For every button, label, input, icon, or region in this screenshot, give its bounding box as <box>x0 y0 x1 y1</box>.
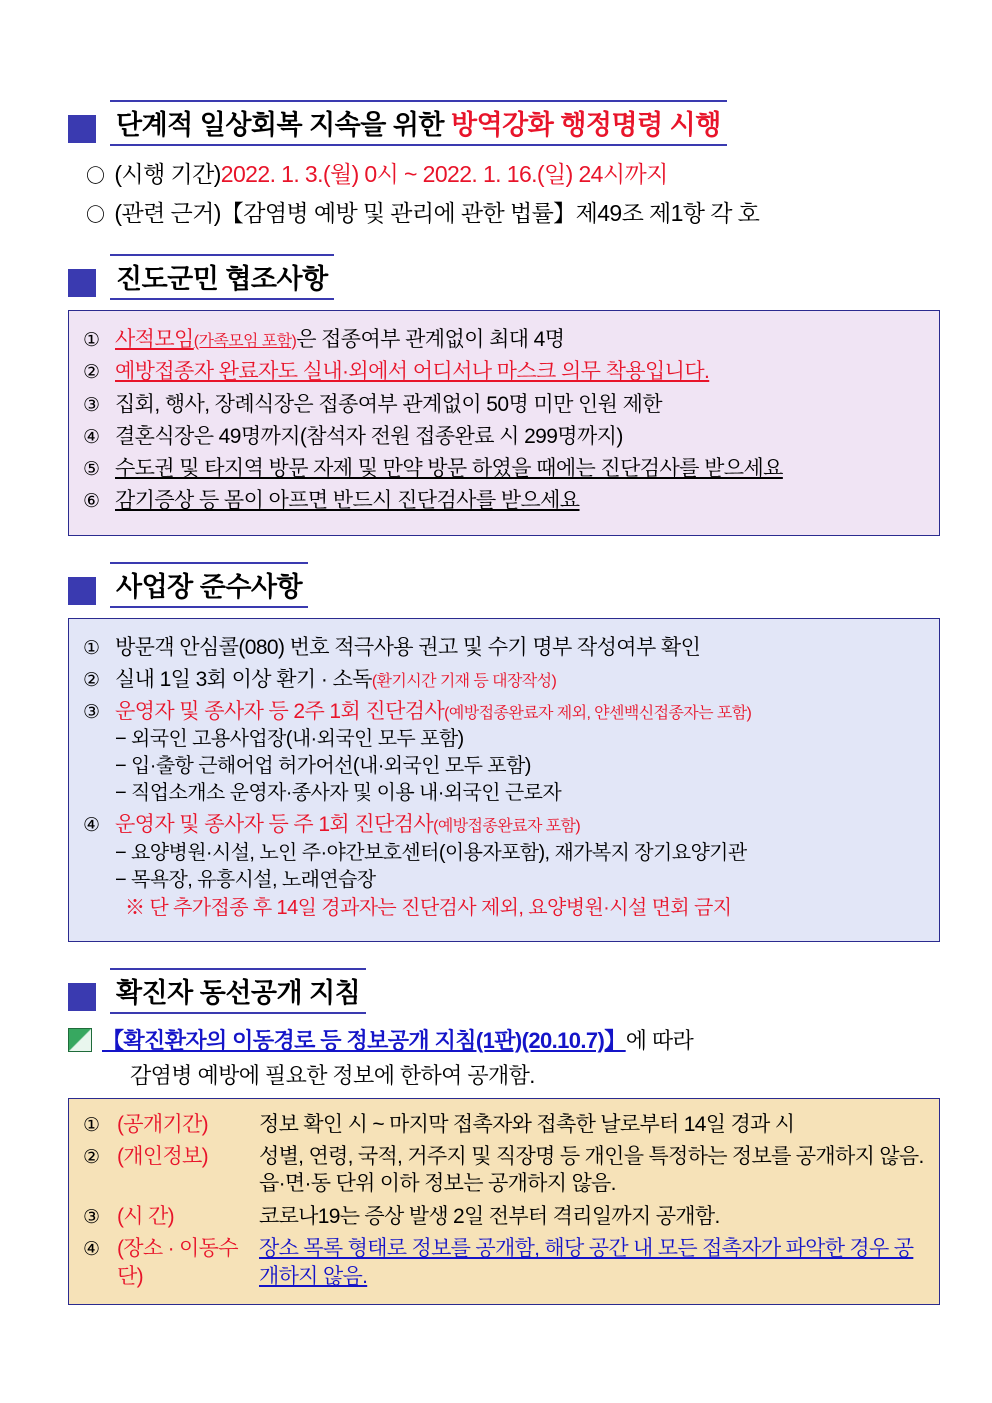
section-route-disclosure <box>68 968 940 1306</box>
basis-label: (관련 근거) <box>114 200 221 226</box>
section-business <box>68 562 940 942</box>
main-title-heading <box>68 100 940 146</box>
item-number: ⑤ <box>83 459 100 480</box>
period-value: 2022. 1. 3.(월) 0시 ~ 2022. 1. 16.(일) 24시까지 <box>220 161 668 187</box>
item-sub: − 직업소개소 운영자·종사자 및 이용 내·외국인 근로자 <box>115 782 562 805</box>
residents-heading <box>68 254 940 300</box>
list-item <box>83 699 925 806</box>
item-label: (시 간) <box>117 1204 174 1228</box>
item-number: ① <box>83 1114 100 1136</box>
item-small-note: (예방접종완료자 포함) <box>433 818 581 836</box>
item-number: ③ <box>83 702 100 723</box>
blue-square-marker-icon <box>68 983 96 1011</box>
list-item <box>83 667 925 693</box>
list-item <box>83 1111 925 1139</box>
item-label: (장소 · 이동수단) <box>117 1237 238 1288</box>
business-title-wrap <box>110 562 308 608</box>
route-title-wrap <box>110 968 366 1014</box>
item-text: 코로나19는 증상 발생 2일 전부터 격리일까지 공개함. <box>259 1204 720 1228</box>
list-item <box>83 1203 925 1231</box>
list-item <box>83 1143 925 1198</box>
item-number: ⑥ <box>83 491 100 513</box>
main-title-prefix: 단계적 일상회복 지속을 위한 <box>116 110 451 140</box>
item-body <box>115 327 925 353</box>
item-number: ④ <box>83 1239 100 1261</box>
item-number: ④ <box>83 426 100 448</box>
item-small-note: (예방접종완료자 제외, 얀센백신접종자는 포함) <box>444 705 752 722</box>
item-red-main: 사적모임 <box>115 328 194 351</box>
item-small-note: (환기시간 기재 등 대장작성) <box>371 672 557 690</box>
excel-file-icon <box>68 1028 92 1052</box>
list-item <box>83 392 925 418</box>
item-text: 예방접종자 완료자도 실내·외에서 어디서나 마스크 의무 착용입니다. <box>115 360 710 384</box>
item-main: 운영자 및 종사자 등 주 1회 진단검사 <box>115 813 434 837</box>
blue-square-marker-icon <box>68 577 96 605</box>
item-text: 정보 확인 시 ~ 마지막 접촉자와 접촉한 날로부터 14일 경과 시 <box>259 1112 795 1136</box>
item-body <box>115 667 925 693</box>
list-item <box>83 812 925 920</box>
item-body: 집회, 행사, 장례식장은 접종여부 관계없이 50명 미만 인원 제한 <box>115 392 662 416</box>
main-title-underlined-wrap <box>110 100 727 146</box>
list-item <box>83 456 925 482</box>
item-body <box>115 812 925 920</box>
route-guideline-second-line: 감염병 예방에 필요한 정보에 한하여 공개함. <box>130 1062 535 1088</box>
item-body: 수도권 및 타지역 방문 자제 및 만약 방문 하였을 때에는 진단검사를 받으세요 <box>115 457 783 480</box>
list-item <box>83 359 925 385</box>
main-title-text <box>116 103 721 142</box>
item-number: ③ <box>83 394 100 416</box>
item-number: ② <box>83 669 100 691</box>
route-guideline-link[interactable]: 【확진환자의 이동경로 등 정보공개 지침(1판)(20.10.7)】 <box>102 1027 626 1053</box>
residents-box <box>68 310 940 536</box>
item-number: ① <box>83 330 100 351</box>
bullet-circle-icon: 〇 <box>86 166 105 187</box>
route-title-text: 확진자 동선공개 지침 <box>116 977 361 1008</box>
route-heading <box>68 968 940 1014</box>
list-item <box>83 635 925 661</box>
item-number: ③ <box>83 1206 100 1228</box>
item-sub: − 요양병원·시설, 노인 주·야간보호센터(이용자포함), 재가복지 장기요양기관 <box>115 841 747 864</box>
residents-title-text: 진도군민 협조사항 <box>116 264 328 294</box>
item-body: 감기증상 등 몸이 아프면 반드시 진단검사를 받으세요 <box>115 489 580 513</box>
item-sub: − 입·출항 근해어업 허가어선(내·외국인 모두 포함) <box>115 755 531 778</box>
business-heading <box>68 562 940 608</box>
item-number: ① <box>83 637 100 659</box>
basis-value: 【감염병 예방 및 관리에 관한 법률】제49조 제1항 각 호 <box>220 200 760 226</box>
blue-square-marker-icon <box>68 269 96 297</box>
item-text: 성별, 연령, 국적, 거주지 및 직장명 등 개인을 특정하는 정보를 공개하지 않음. 읍·면·동 단위 이하 정보는 공개하지 않음. <box>259 1145 924 1196</box>
item-red-small: (가족모임 포함) <box>193 333 297 350</box>
item-label: (개인정보) <box>117 1145 208 1169</box>
item-main: 실내 1일 3회 이상 환기 · 소독 <box>115 667 372 691</box>
route-guideline-line <box>68 1024 940 1055</box>
list-item <box>83 327 925 353</box>
item-note: ※ 단 추가접종 후 14일 경과자는 진단검사 제외, 요양병원·시설 면회 금지 <box>125 896 732 919</box>
route-guideline-suffix: 에 따라 <box>625 1027 694 1053</box>
route-guideline-text <box>102 1024 693 1055</box>
section-main-title <box>68 100 940 228</box>
item-body <box>115 359 925 385</box>
item-sub: − 목욕장, 유흥시설, 노래연습장 <box>115 868 376 891</box>
residents-title-wrap <box>110 254 334 300</box>
item-body: 결혼식장은 49명까지(참석자 전원 접종완료 시 299명까지) <box>115 424 623 448</box>
item-number: ② <box>83 362 100 384</box>
item-body: 방문객 안심콜(080) 번호 적극사용 권고 및 수기 명부 작성여부 확인 <box>115 635 701 659</box>
item-sub: − 외국인 고용사업장(내·외국인 모두 포함) <box>115 728 464 751</box>
item-body <box>115 699 925 806</box>
list-item <box>83 1235 925 1290</box>
item-number: ② <box>83 1147 100 1169</box>
business-title-text: 사업장 준수사항 <box>116 571 303 602</box>
bullet-circle-icon: 〇 <box>86 205 105 226</box>
blue-square-marker-icon <box>68 115 96 143</box>
basis-line <box>86 195 940 228</box>
main-title-accent: 방역강화 행정명령 시행 <box>451 110 721 140</box>
item-text: 장소 목록 형태로 정보를 공개함, 해당 공간 내 모든 접촉자가 파악한 경우 공개하지 않음. <box>259 1237 914 1288</box>
item-number: ④ <box>83 815 100 837</box>
disclosure-box <box>68 1098 940 1306</box>
item-black-rest: 은 접종여부 관계없이 최대 4명 <box>296 328 565 351</box>
period-label: (시행 기간) <box>114 161 221 187</box>
item-label: (공개기간) <box>117 1112 208 1136</box>
item-main: 운영자 및 종사자 등 2주 1회 진단검사 <box>115 700 445 723</box>
section-residents <box>68 254 940 536</box>
period-line <box>86 156 940 189</box>
list-item <box>83 488 925 514</box>
list-item <box>83 424 925 450</box>
business-box <box>68 618 940 942</box>
